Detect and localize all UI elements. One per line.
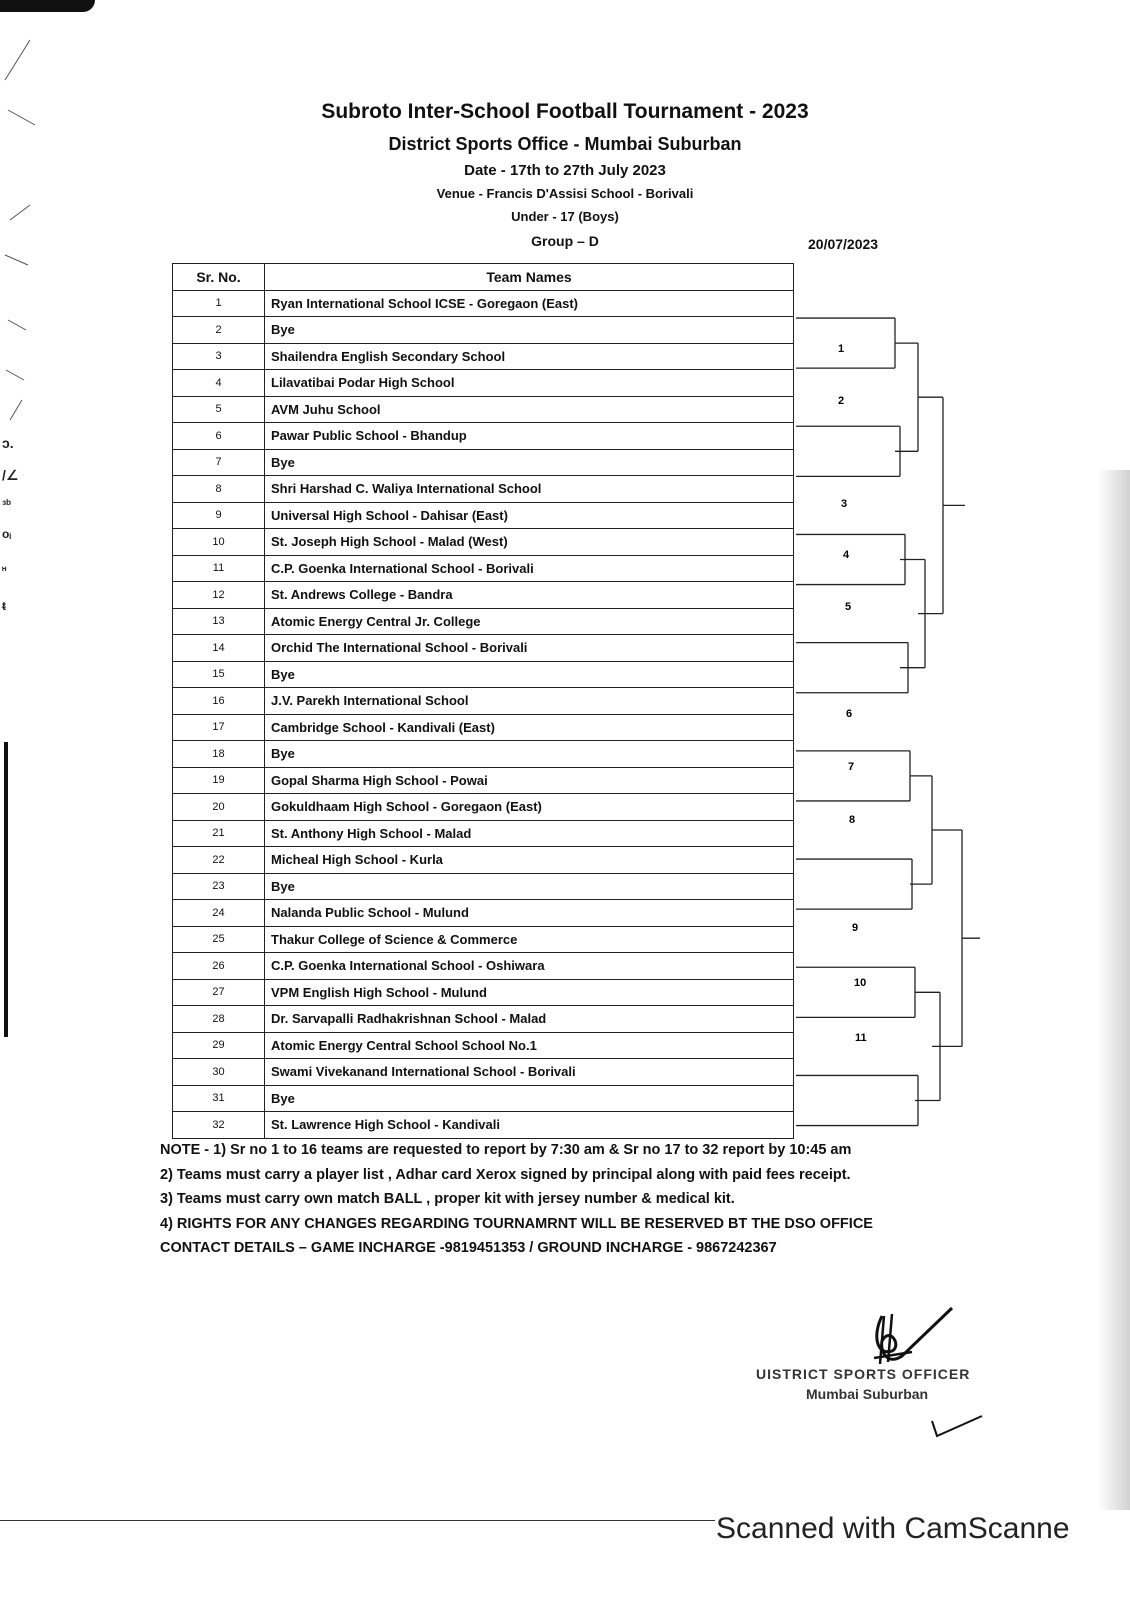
group-label: Group – D [531, 233, 599, 249]
serial-number: 13 [173, 608, 265, 635]
team-name: St. Joseph High School - Malad (West) [265, 529, 794, 556]
team-name: Pawar Public School - Bhandup [265, 423, 794, 450]
serial-number: 21 [173, 820, 265, 847]
team-name: C.P. Goenka International School - Oshiwara [265, 953, 794, 980]
svg-text:oᵢ: oᵢ [2, 527, 12, 541]
serial-number: 26 [173, 953, 265, 980]
svg-text:/∠: /∠ [2, 467, 19, 483]
serial-number: 27 [173, 979, 265, 1006]
scanner-watermark: Scanned with CamScanne [716, 1512, 1070, 1545]
match-number: 7 [848, 761, 855, 773]
match-number: 10 [854, 977, 867, 989]
note-2: 2) Teams must carry a player list , Adhar card Xerox signed by principal along with paid fees receipt. [160, 1166, 851, 1183]
team-name: Shri Harshad C. Waliya International School [265, 476, 794, 503]
team-name: Nalanda Public School - Mulund [265, 900, 794, 927]
serial-number: 2 [173, 317, 265, 344]
serial-number: 3 [173, 343, 265, 370]
serial-number: 10 [173, 529, 265, 556]
serial-number: 7 [173, 449, 265, 476]
team-name: St. Lawrence High School - Kandivali [265, 1112, 794, 1139]
serial-number: 5 [173, 396, 265, 423]
serial-number: 18 [173, 741, 265, 768]
team-name: Cambridge School - Kandivali (East) [265, 714, 794, 741]
tournament-dates: Date - 17th to 27th July 2023 [464, 162, 666, 179]
team-name: Gokuldhaam High School - Goregaon (East) [265, 794, 794, 821]
team-name: C.P. Goenka International School - Borivali [265, 555, 794, 582]
column-header-sr: Sr. No. [173, 264, 265, 291]
column-header-team: Team Names [265, 264, 794, 291]
serial-number: 32 [173, 1112, 265, 1139]
team-name: Lilavatibai Podar High School [265, 370, 794, 397]
note-3: 3) Teams must carry own match BALL , proper kit with jersey number & medical kit. [160, 1191, 735, 1207]
team-name: Dr. Sarvapalli Radhakrishnan School - Malad [265, 1006, 794, 1033]
match-number: 1 [838, 343, 845, 355]
team-name: St. Anthony High School - Malad [265, 820, 794, 847]
serial-number: 1 [173, 290, 265, 317]
serial-number: 22 [173, 847, 265, 874]
serial-number: 9 [173, 502, 265, 529]
team-name: AVM Juhu School [265, 396, 794, 423]
team-name: J.V. Parekh International School [265, 688, 794, 715]
team-name: Universal High School - Dahisar (East) [265, 502, 794, 529]
team-name: Bye [265, 317, 794, 344]
serial-number: 11 [173, 555, 265, 582]
svg-text:ᵌᵇ: ᵌᵇ [2, 497, 11, 511]
match-number: 4 [843, 549, 850, 561]
serial-number: 24 [173, 900, 265, 927]
scan-shadow [1098, 470, 1130, 1510]
team-name: Bye [265, 741, 794, 768]
serial-number: 17 [173, 714, 265, 741]
contact-details: CONTACT DETAILS – GAME INCHARGE -9819451353 / GROUND INCHARGE - 9867242367 [160, 1240, 777, 1256]
venue: Venue - Francis D'Assisi School - Borivali [436, 186, 694, 201]
date-stamp: 20/07/2023 [808, 236, 879, 252]
serial-number: 14 [173, 635, 265, 662]
serial-number: 23 [173, 873, 265, 900]
team-name: Swami Vivekanand International School - Borivali [265, 1059, 794, 1086]
serial-number: 15 [173, 661, 265, 688]
match-number: 8 [849, 814, 856, 826]
footer-line [0, 1520, 715, 1521]
team-name: Shailendra English Secondary School [265, 343, 794, 370]
team-name: Thakur College of Science & Commerce [265, 926, 794, 953]
team-name: Orchid The International School - Borivali [265, 635, 794, 662]
serial-number: 20 [173, 794, 265, 821]
note-1: NOTE - 1) Sr no 1 to 16 teams are requested to report by 7:30 am & Sr no 17 to 32 report by 10:45 am [160, 1142, 852, 1158]
team-name: Micheal High School - Kurla [265, 847, 794, 874]
team-name: St. Andrews College - Bandra [265, 582, 794, 609]
match-number: 9 [852, 922, 859, 934]
match-number: 11 [855, 1032, 867, 1044]
tournament-title: Subroto Inter-School Football Tournament - 2023 [321, 100, 809, 123]
serial-number: 12 [173, 582, 265, 609]
age-category: Under - 17 (Boys) [511, 209, 619, 224]
team-name: VPM English High School - Mulund [265, 979, 794, 1006]
stamp-region-line: Mumbai Suburban [806, 1386, 929, 1402]
serial-number: 31 [173, 1085, 265, 1112]
serial-number: 16 [173, 688, 265, 715]
team-name: Bye [265, 449, 794, 476]
match-number: 6 [846, 708, 853, 720]
serial-number: 8 [173, 476, 265, 503]
svg-text:ɔ.: ɔ. [2, 435, 14, 451]
svg-text:ᵵ: ᵵ [2, 599, 6, 613]
match-number: 3 [841, 498, 848, 510]
serial-number: 30 [173, 1059, 265, 1086]
team-name: Bye [265, 873, 794, 900]
office-name: District Sports Office - Mumbai Suburban [388, 134, 742, 154]
team-name: Ryan International School ICSE - Goregaon (East) [265, 290, 794, 317]
serial-number: 25 [173, 926, 265, 953]
note-4: 4) RIGHTS FOR ANY CHANGES REGARDING TOURNAMRNT WILL BE RESERVED BT THE DSO OFFICE [160, 1215, 873, 1232]
serial-number: 19 [173, 767, 265, 794]
stamp-officer-line: UISTRICT SPORTS OFFICER [756, 1366, 971, 1382]
team-name: Gopal Sharma High School - Powai [265, 767, 794, 794]
team-name: Atomic Energy Central Jr. College [265, 608, 794, 635]
serial-number: 29 [173, 1032, 265, 1059]
team-name: Atomic Energy Central School School No.1 [265, 1032, 794, 1059]
match-number: 5 [845, 601, 852, 613]
notes-block [160, 1138, 873, 1261]
serial-number: 6 [173, 423, 265, 450]
serial-number: 4 [173, 370, 265, 397]
svg-text:ᵸ: ᵸ [2, 563, 7, 577]
team-name: Bye [265, 1085, 794, 1112]
serial-number: 28 [173, 1006, 265, 1033]
team-name: Bye [265, 661, 794, 688]
match-number: 2 [838, 395, 845, 407]
